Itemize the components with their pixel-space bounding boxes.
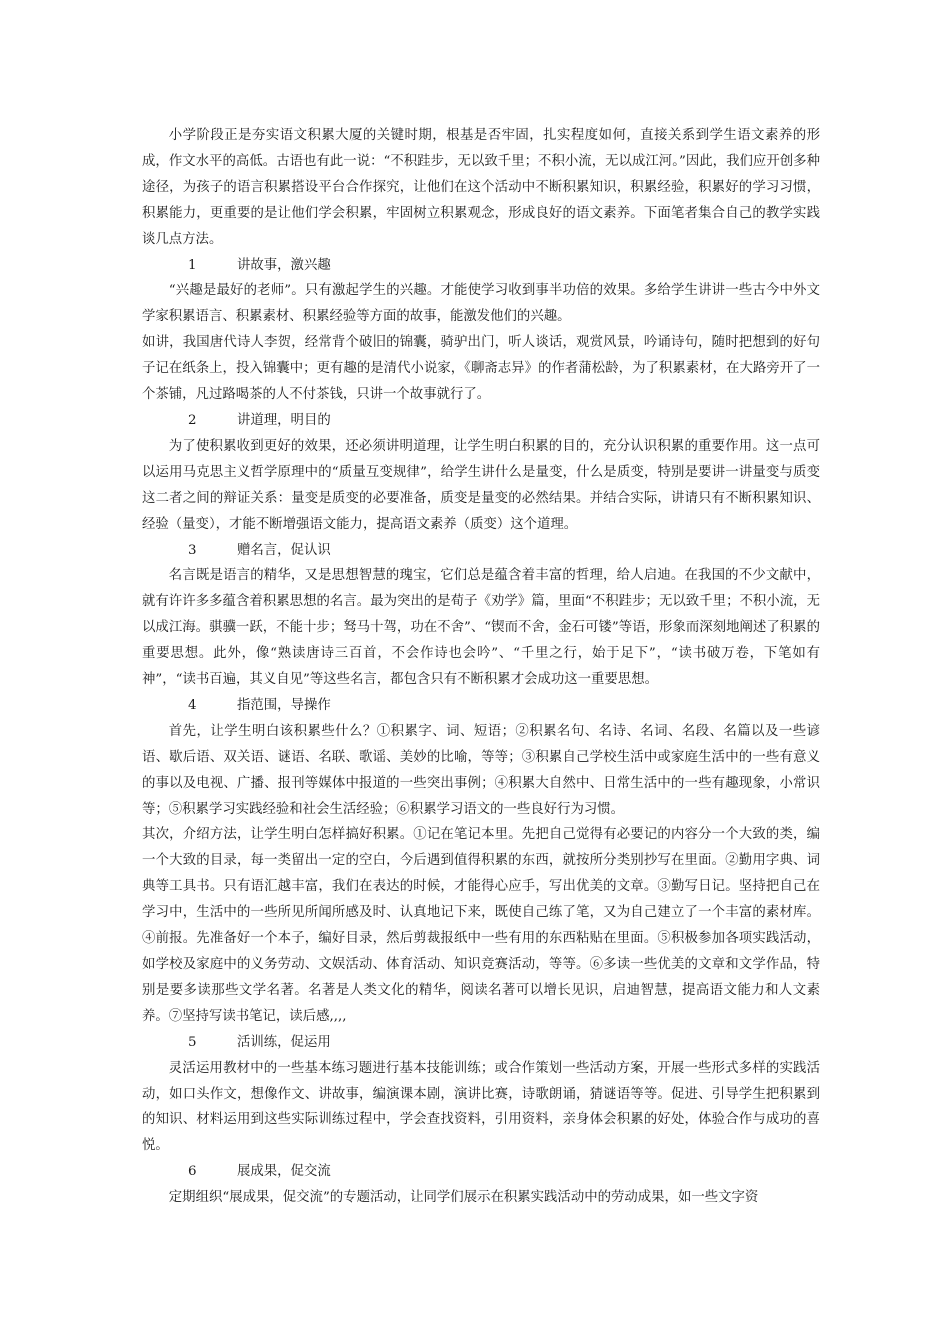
section-1-paragraph-1: “兴趣是最好的老师”。只有激起学生的兴趣。才能使学习收到事半功倍的效果。多给学生讲讲一些古今中外文学家积累语言、积累素材、积累经验等方面的故事，能激发他们的兴趣。 bbox=[142, 283, 820, 325]
section-number: 5 bbox=[188, 1034, 197, 1050]
section-title: 赠名言，促认识 bbox=[237, 542, 331, 558]
section-5-paragraph-1: 灵活运用教材中的一些基本练习题进行基本技能训练；或合作策划一些活动方案，开展一些形式多样的实践活动，如口头作文，想像作文、讲故事，编演课本剧，演讲比赛，诗歌朗诵，猜谜语等等。促进、引导学生把积累到的知识、材料运用到这些实际训练过程中，学会查找资料，引用资料，亲身体会积累的好处，体验合作与成功的喜悦。 bbox=[142, 1060, 820, 1154]
section-3-paragraph-1: 名言既是语言的精华，又是思想智慧的瑰宝，它们总是蕴含着丰富的哲理，给人启迪。在我国的不少文献中，就有许许多多蕴含着积累思想的名言。最为突出的是荀子《劝学》篇，里面“不积跬步；无以致千里；不积小流，无以成江海。骐骥一跃，不能十步；驽马十驾，功在不舍”、“锲而不舍，金石可镂”等语，形象而深刻地阐述了积累的重要思想。此外，像“熟读唐诗三百首，不会作诗也会吟”、“千里之行，始于足下”，“读书破万卷，下笔如有神”，“读书百遍，其义自见”等这些名言，都包含只有不断积累才会成功这一重要思想。 bbox=[142, 568, 820, 688]
section-6-paragraph-1: 定期组织“展成果，促交流”的专题活动，让同学们展示在积累实践活动中的劳动成果，如一些文字资 bbox=[168, 1190, 759, 1206]
section-title: 展成果，促交流 bbox=[237, 1164, 331, 1180]
section-heading-4 bbox=[142, 693, 820, 719]
section-number: 1 bbox=[188, 257, 197, 273]
section-4-paragraph-2: 其次，介绍方法，让学生明白怎样搞好积累。①记在笔记本里。先把自己觉得有必要记的内容分一个大致的类，编一个大致的目录，每一类留出一定的空白，今后遇到值得积累的东西，就按所分类别抄写在里面。②勤用字典、词典等工具书。只有语汇越丰富，我们在表达的时候，才能得心应手，写出优美的文章。③勤写日记。坚持把自己在学习中，生活中的一些所见所闻所感及时、认真地记下来，既使自己练了笔，又为自己建立了一个丰富的素材库。④前报。先准备好一个本子，编好目录，然后剪裁报纸中一些有用的东西粘贴在里面。⑤积极参加各项实践活动，如学校及家庭中的义务劳动、文娱活动、体育活动、知识竞赛活动，等等。⑥多读一些优美的文章和文学作品，特别是要多读那些文学名著。名著是人类文化的精华，阅读名著可以增长见识，启迪智慧，提高语文能力和人文素养。⑦坚持写读书笔记，读后感,,,, bbox=[142, 827, 820, 1024]
section-1-paragraph-2: 如讲，我国唐代诗人李贺，经常背个破旧的锦囊，骑驴出门，听人谈话，观赏风景，吟诵诗句，随时把想到的好句子记在纸条上，投入锦囊中；更有趣的是清代小说家，《聊斋志异》的作者蒲松龄，为了积累素材，在大路旁开了一个茶铺，凡过路喝茶的人不付茶钱，只讲一个故事就行了。 bbox=[142, 335, 820, 403]
section-2-paragraph-1: 为了使积累收到更好的效果，还必须讲明道理，让学生明白积累的目的，充分认识积累的重要作用。这一点可以运用马克思主义哲学原理中的“质量互变规律”，给学生讲什么是量变，什么是质变，特别是要讲一讲量变与质变这二者之间的辩证关系：量变是质变的必要准备，质变是量变的必然结果。并结合实际，讲请只有不断积累知识、经验（量变），才能不断增强语文能力，提高语文素养（质变）这个道理。 bbox=[142, 438, 820, 532]
section-title: 讲道理，明目的 bbox=[237, 412, 331, 428]
section-number: 2 bbox=[188, 412, 197, 428]
section-number: 6 bbox=[188, 1164, 197, 1180]
section-heading-3 bbox=[142, 538, 820, 564]
section-title: 活训练，促运用 bbox=[237, 1034, 331, 1050]
section-number: 3 bbox=[188, 542, 197, 558]
section-title: 讲故事，激兴趣 bbox=[237, 257, 331, 273]
section-heading-6 bbox=[142, 1159, 820, 1185]
section-heading-1 bbox=[142, 253, 820, 279]
section-heading-2 bbox=[142, 408, 820, 434]
section-number: 4 bbox=[188, 697, 197, 713]
section-4-paragraph-1: 首先，让学生明白该积累些什么？①积累字、词、短语；②积累名句、名诗、名词、名段、名篇以及一些谚语、歇后语、双关语、谜语、名联、歌谣、美妙的比喻，等等；③积累自己学校生活中或家庭生活中的一些有意义的事以及电视、广播、报刊等媒体中报道的一些突出事例；④积累大自然中、日常生活中的一些有趣现象，小常识等；⑤积累学习实践经验和社会生活经验；⑥积累学习语文的一些良好行为习惯。 bbox=[142, 723, 820, 817]
intro-paragraph: 小学阶段正是夯实语文积累大厦的关键时期，根基是否牢固，扎实程度如何，直接关系到学生语文素养的形成，作文水平的高低。古语也有此一说：“不积跬步，无以致千里；不积小流，无以成江河。”因此，我们应开创多种途径，为孩子的语言积累搭设平台合作探究，让他们在这个活动中不断积累知识，积累经验，积累好的学习习惯，积累能力，更重要的是让他们学会积累，牢固树立积累观念，形成良好的语文素养。下面笔者集合自己的教学实践谈几点方法。 bbox=[142, 128, 820, 247]
section-title: 指范围，导操作 bbox=[237, 697, 331, 713]
section-heading-5 bbox=[142, 1030, 820, 1056]
